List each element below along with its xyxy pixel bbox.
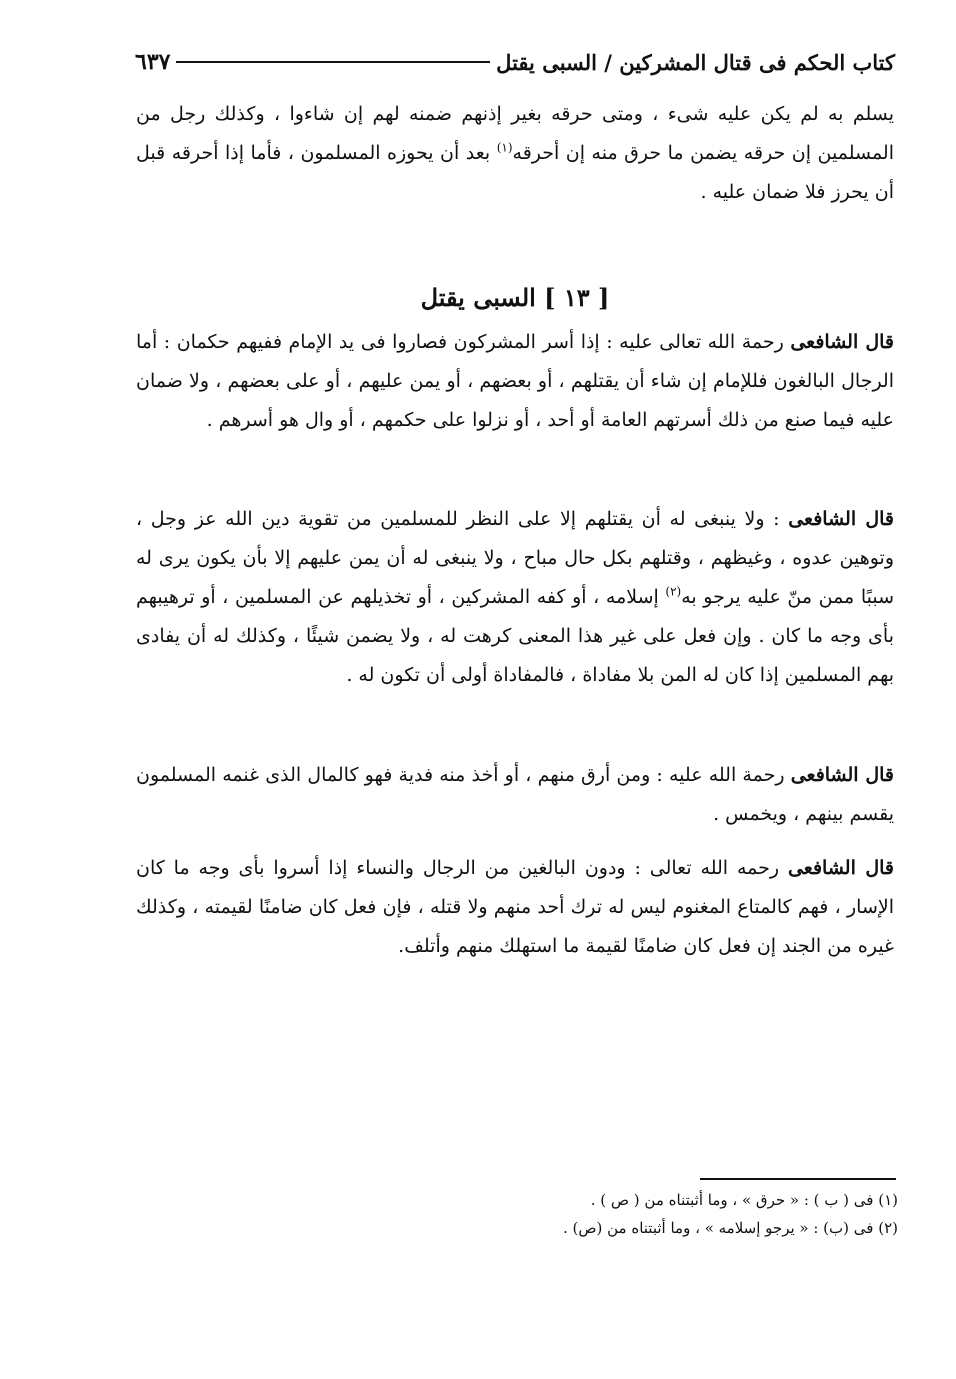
speaker-name: قال الشافعى xyxy=(787,857,894,879)
intro-paragraph xyxy=(136,95,894,212)
paragraph-text-cont: إسلامه ، أو كفه المشركين ، أو تخذيلهم عن المسلمين ، أو ترهيبهم بأى وجه ما كان . وإن فعل على غير هذا المعنى كرهت له ، ولا يضمن شيئًا ، وكذلك له أن يفادى بهم المسلمين إذا كان له المن بلا مفاداة ، فالمفاداة أولى أن تكون له . xyxy=(136,586,894,686)
footnote-2: (٢) فى (ب) : « يرجو إسلامه » ، وما أثبتناه من (ص) . xyxy=(562,1219,898,1237)
footnotes xyxy=(136,1186,898,1242)
paragraph-text: رحمة الله عليه : ومن أرق منهم ، أو أخذ منه فدية فهو كالمال الذى غنمه المسلمون يقسم بينهم ، ويخمس . xyxy=(136,764,894,825)
header-rule xyxy=(176,61,490,63)
paragraph-text: رحمة الله تعالى عليه : إذا أسر المشركون فصاروا فى يد الإمام ففيهم حكمان : أما الرجال البالغون فللإمام إن شاء أن يقتلهم ، أو بعضهم ، أو يمن عليهم ، أو على بعضهم ، ولا ضمان عليه فيما صنع من ذلك أسرتهم العامة أو أحد ، أو نزلوا على حكمهم ، أو وال هو أسرهم . xyxy=(136,331,894,431)
paragraph-text: : ولا ينبغى له أن يقتلهم إلا على النظر للمسلمين من تقوية دين الله عز وجل ، وتوهين عدوه ، وغيظهم ، وقتلهم بكل حال مباح ، ولا ينبغى له أن يمن عليهم إلا بأن يكون يرى له سببًا ممن منّ عليه يرجو به xyxy=(136,508,895,608)
section-heading: [ ١٣ ] السبى يقتل xyxy=(420,283,610,312)
footnote-ref-1: (١) xyxy=(496,140,513,155)
footnote-rule xyxy=(700,1178,896,1180)
paragraph-2 xyxy=(136,500,894,695)
intro-text-end: بعد أن يحوزه المسلمون ، فأما إذا أحرقه قبل أن يحرز فلا ضمان عليه . xyxy=(136,142,894,203)
running-head: كتاب الحكم فى قتال المشركين / السبى يقتل xyxy=(496,49,895,75)
intro-text: يسلم به لم يكن عليه شىء ، ومتى حرقه بغير إذنهم ضمنه لهم إن شاءوا ، وكذلك رجل من المسلمين إن حرقه يضمن ما حرق منه إن أحرقه xyxy=(136,103,895,164)
speaker-name: قال الشافعى xyxy=(788,508,894,530)
paragraph-1 xyxy=(136,323,894,440)
paragraph-3 xyxy=(136,756,894,834)
speaker-name: قال الشافعى xyxy=(790,764,895,786)
footnote-ref-2: (٢) xyxy=(665,584,682,599)
footnote-1: (١) فى ( ب ) : « حرق » ، وما أثبتناه من ( ص ) . xyxy=(590,1191,898,1209)
paragraph-4 xyxy=(136,849,894,966)
page-header xyxy=(135,44,895,80)
paragraph-text: رحمه الله تعالى : ودون البالغين من الرجال والنساء إذا أسروا بأى وجه ما كان الإسار ، فهم كالمتاع المغنوم ليس له ترك أحد منهم ولا قتله ، فإن فعل كان ضامنًا لقيمته ، وكذلك غيره من الجند إن فعل كان ضامنًا لقيمة ما استهلك منهم وأتلف. xyxy=(136,857,894,957)
page-number: ٦٣٧ xyxy=(135,49,171,75)
speaker-name: قال الشافعى xyxy=(790,331,894,353)
